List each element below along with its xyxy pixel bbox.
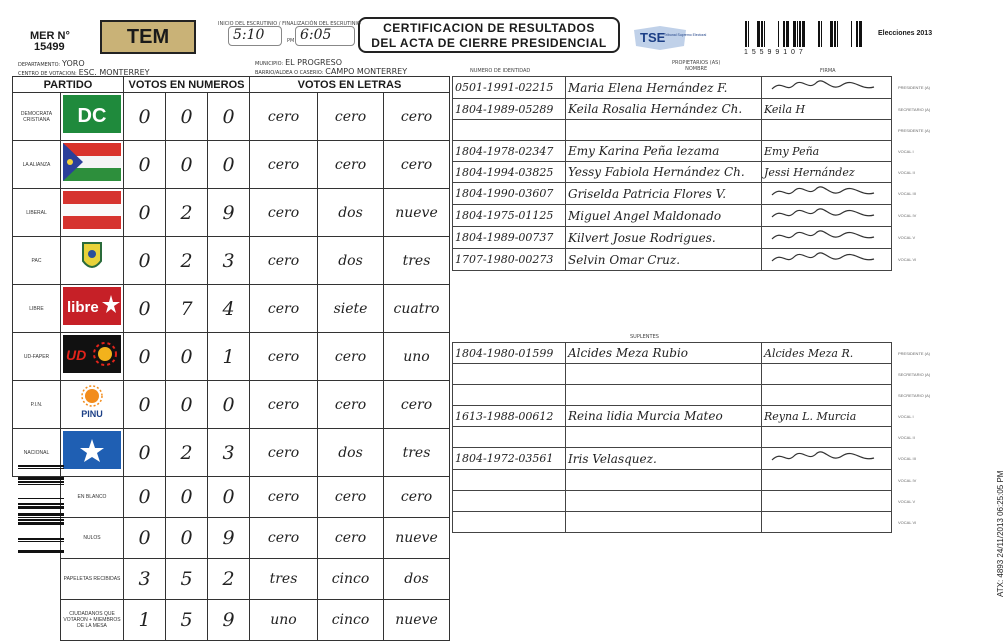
propietarios-table: [452, 76, 892, 271]
member-row: [453, 406, 892, 427]
member-name: [566, 385, 762, 406]
party-name: LIBERAL: [13, 189, 61, 237]
blank-cell: [13, 559, 61, 600]
vote-word: cero: [250, 333, 318, 381]
vote-word: cero: [250, 285, 318, 333]
member-name: [566, 491, 762, 512]
member-id: 0501-1991-02215: [453, 77, 566, 99]
member-row: [453, 99, 892, 120]
tse-text: TSE: [640, 30, 666, 45]
member-signature: [762, 77, 892, 99]
vote-word: cero: [250, 237, 318, 285]
svg-text:libre: libre: [67, 299, 99, 316]
summary-row: [13, 559, 450, 600]
vote-digit: 1: [124, 600, 166, 641]
role-label: VOCAL III: [898, 455, 916, 461]
member-name: Iris Velasquez.: [566, 448, 762, 470]
firma-header: FIRMA: [820, 68, 836, 74]
vote-digit: 3: [208, 429, 250, 477]
role-label: VOCAL III: [898, 190, 916, 196]
vote-word: nueve: [384, 518, 450, 559]
header-votos-numeros: VOTOS EN NUMEROS: [124, 77, 250, 93]
party-row: [13, 381, 450, 429]
vote-word: cero: [250, 518, 318, 559]
vote-digit: 9: [208, 518, 250, 559]
vote-digit: 0: [208, 381, 250, 429]
inicio-label: INICIO DEL ESCRUTINIO / FINALIZACIÓN DEL ESCRUTINIO: [218, 21, 361, 27]
member-signature: Jessi Hernández: [762, 162, 892, 183]
role-label: SECRETARIO (A): [898, 392, 931, 398]
member-name: [566, 120, 762, 141]
vote-word: cero: [250, 189, 318, 237]
member-row: [453, 364, 892, 385]
vote-digit: 1: [208, 333, 250, 381]
member-row: [453, 141, 892, 162]
vote-digit: 5: [166, 600, 208, 641]
departamento-value: YORO: [62, 59, 85, 68]
vote-digit: 0: [124, 477, 166, 518]
vote-digit: 0: [166, 518, 208, 559]
member-name: [566, 427, 762, 448]
party-logo-icon: [61, 429, 124, 477]
municipio-line: MUNICIPIO: EL PROGRESO: [255, 58, 343, 67]
vote-digit: 5: [166, 559, 208, 600]
party-name: DEMOCRATA CRISTIANA: [13, 93, 61, 141]
party-logo-icon: [61, 237, 124, 285]
member-id: [453, 364, 566, 385]
vote-word: dos: [318, 237, 384, 285]
member-signature: [762, 427, 892, 448]
centro-value: ESC. MONTERREY: [78, 68, 150, 77]
member-name: Keila Rosalia Hernández Ch.: [566, 99, 762, 120]
certificacion-title: [358, 17, 620, 53]
member-row: [453, 205, 892, 227]
member-id: 1707-1980-00273: [453, 249, 566, 271]
vote-word: dos: [384, 559, 450, 600]
member-row: [453, 183, 892, 205]
member-signature: [762, 385, 892, 406]
barcode-number: 1 5 5 9 9 1 0 7: [744, 49, 804, 56]
svg-text:PINU: PINU: [81, 409, 103, 419]
centro-line: CENTRO DE VOTACION: ESC. MONTERREY: [18, 68, 150, 77]
role-label: SECRETARIO (A): [898, 371, 931, 377]
member-id: 1804-1980-01599: [453, 343, 566, 364]
summary-row: [13, 518, 450, 559]
vote-digit: 0: [124, 429, 166, 477]
vote-word: cero: [384, 477, 450, 518]
member-row: [453, 227, 892, 249]
member-signature: [762, 183, 892, 205]
party-logo-icon: [61, 141, 124, 189]
member-id: 1613-1988-00612: [453, 406, 566, 427]
vote-word: siete: [318, 285, 384, 333]
role-label: VOCAL II: [898, 434, 915, 440]
vote-word: cero: [384, 141, 450, 189]
member-name: [566, 364, 762, 385]
member-signature: [762, 512, 892, 533]
municipio-value: EL PROGRESO: [285, 58, 343, 67]
member-name: Emy Karina Peña lezama: [566, 141, 762, 162]
party-row: [13, 429, 450, 477]
member-row: [453, 249, 892, 271]
party-logo-icon: [61, 381, 124, 429]
party-logo-icon: [61, 333, 124, 381]
vote-word: tres: [384, 237, 450, 285]
departamento-line: DEPARTAMENTO: YORO: [18, 59, 85, 68]
barcode-top-icon: [742, 21, 866, 47]
barrio-value: CAMPO MONTERREY: [325, 67, 408, 76]
member-id: [453, 470, 566, 491]
cert-line-2: DEL ACTA DE CIERRE PRESIDENCIAL: [371, 36, 607, 50]
side-timestamp: ATX: 4893 24/11/2013 06:25:05 PM: [996, 470, 1005, 597]
vote-word: cero: [250, 477, 318, 518]
suplentes-table: [452, 342, 892, 533]
summary-label: CIUDADANOS QUE VOTARON + MIEMBROS DE LA MESA: [61, 600, 124, 641]
vote-word: cero: [384, 381, 450, 429]
hora-inicio: 5:10: [228, 26, 282, 46]
member-name: Selvin Omar Cruz.: [566, 249, 762, 271]
header-partido: PARTIDO: [13, 77, 124, 93]
party-name: LIBRE: [13, 285, 61, 333]
member-row: [453, 77, 892, 99]
member-id: 1804-1990-03607: [453, 183, 566, 205]
vote-word: uno: [384, 333, 450, 381]
vote-digit: 2: [208, 559, 250, 600]
vote-word: cero: [250, 381, 318, 429]
party-name: PAC: [13, 237, 61, 285]
member-signature: [762, 227, 892, 249]
elecciones-logo: Elecciones 2013: [878, 30, 933, 37]
vote-digit: 0: [124, 381, 166, 429]
role-label: PRESIDENTE (A): [898, 127, 931, 133]
member-signature: [762, 120, 892, 141]
summary-row: [13, 600, 450, 641]
member-name: Reina lidia Murcia Mateo: [566, 406, 762, 427]
party-name: UD-FAPER: [13, 333, 61, 381]
vote-digit: 2: [166, 189, 208, 237]
vote-word: tres: [384, 429, 450, 477]
role-label: PRESIDENTE (A): [898, 350, 931, 356]
vote-digit: 0: [124, 141, 166, 189]
member-signature: [762, 470, 892, 491]
vote-digit: 0: [124, 93, 166, 141]
member-signature: [762, 448, 892, 470]
member-signature: [762, 249, 892, 271]
member-row: [453, 427, 892, 448]
member-row: [453, 448, 892, 470]
hora-fin: 6:05: [295, 26, 355, 46]
party-logo-icon: [61, 189, 124, 237]
member-row: [453, 512, 892, 533]
role-label: PRESIDENTE (A): [898, 84, 931, 90]
party-name: LA ALIANZA: [13, 141, 61, 189]
vote-word: cero: [250, 93, 318, 141]
vote-digit: 0: [124, 285, 166, 333]
party-row: [13, 189, 450, 237]
vote-digit: 0: [124, 189, 166, 237]
member-signature: Reyna L. Murcia: [762, 406, 892, 427]
propietarios-header: PROPIETARIOS (AS) NOMBRE: [672, 60, 721, 72]
vote-digit: 2: [166, 429, 208, 477]
party-name: NACIONAL: [13, 429, 61, 477]
member-name: [566, 512, 762, 533]
vote-digit: 0: [124, 333, 166, 381]
vote-word: cero: [318, 333, 384, 381]
member-name: Kilvert Josue Rodrigues.: [566, 227, 762, 249]
svg-text:DC: DC: [77, 105, 107, 127]
vote-digit: 0: [166, 93, 208, 141]
summary-label: NULOS: [61, 518, 124, 559]
party-row: [13, 141, 450, 189]
role-label: VOCAL I: [898, 148, 914, 154]
vote-word: cero: [318, 381, 384, 429]
party-row: [13, 333, 450, 381]
vote-word: cinco: [318, 600, 384, 641]
barrio-line: BARRIO/ALDEA O CASERIO: CAMPO MONTERREY: [255, 67, 408, 76]
vote-digit: 0: [166, 477, 208, 518]
role-label: VOCAL I: [898, 413, 914, 419]
member-name: Alcides Meza Rubio: [566, 343, 762, 364]
tse-logo: [630, 24, 707, 52]
member-signature: [762, 205, 892, 227]
member-id: [453, 385, 566, 406]
role-label: VOCAL V: [898, 498, 916, 504]
vote-digit: 2: [166, 237, 208, 285]
member-row: [453, 120, 892, 141]
member-signature: [762, 491, 892, 512]
vote-word: cero: [318, 93, 384, 141]
vote-digit: 0: [166, 333, 208, 381]
summary-label: PAPELETAS RECIBIDAS: [61, 559, 124, 600]
party-row: [13, 93, 450, 141]
numero-identidad-header: NUMERO DE IDENTIDAD: [470, 68, 531, 74]
role-label: VOCAL II: [898, 169, 915, 175]
member-name: Yessy Fabiola Hernández Ch.: [566, 162, 762, 183]
role-label: VOCAL VI: [898, 519, 917, 525]
member-row: [453, 385, 892, 406]
cert-line-1: CERTIFICACION DE RESULTADOS: [383, 21, 595, 35]
party-logo-icon: [61, 285, 124, 333]
vote-digit: 0: [124, 237, 166, 285]
vote-word: cero: [318, 477, 384, 518]
vote-word: dos: [318, 189, 384, 237]
member-row: [453, 491, 892, 512]
vote-word: dos: [318, 429, 384, 477]
member-name: Griselda Patricia Flores V.: [566, 183, 762, 205]
vote-digit: 0: [166, 381, 208, 429]
vote-digit: 0: [166, 141, 208, 189]
role-label: VOCAL IV: [898, 477, 917, 483]
party-row: [13, 237, 450, 285]
member-signature: Alcides Meza R.: [762, 343, 892, 364]
vote-digit: 0: [208, 141, 250, 189]
vote-word: cero: [318, 141, 384, 189]
member-signature: Emy Peña: [762, 141, 892, 162]
member-signature: Keila H: [762, 99, 892, 120]
vote-digit: 3: [208, 237, 250, 285]
member-row: [453, 162, 892, 183]
vote-word: nueve: [384, 600, 450, 641]
am-pm-label: PM: [287, 38, 295, 44]
vote-digit: 9: [208, 189, 250, 237]
vote-word: cero: [250, 141, 318, 189]
vote-word: cinco: [318, 559, 384, 600]
member-id: 1804-1989-00737: [453, 227, 566, 249]
vote-digit: 4: [208, 285, 250, 333]
suplentes-header: SUPLENTES: [630, 334, 659, 340]
vote-word: cero: [250, 429, 318, 477]
barcode-left-icon: [18, 462, 64, 554]
vote-digit: 7: [166, 285, 208, 333]
vote-digit: 0: [208, 93, 250, 141]
vote-digit: 3: [124, 559, 166, 600]
member-id: [453, 120, 566, 141]
party-logo-icon: [61, 93, 124, 141]
vote-digit: 0: [124, 518, 166, 559]
mer-number: 15499: [34, 41, 65, 53]
party-row: [13, 285, 450, 333]
member-name: Miguel Angel Maldonado: [566, 205, 762, 227]
member-id: 1804-1994-03825: [453, 162, 566, 183]
member-id: 1804-1978-02347: [453, 141, 566, 162]
role-label: SECRETARIO (A): [898, 106, 931, 112]
tse-sub-text: Tribunal Supremo Electoral: [664, 33, 707, 37]
member-id: [453, 491, 566, 512]
role-label: VOCAL IV: [898, 212, 917, 218]
member-id: [453, 512, 566, 533]
role-label: VOCAL V: [898, 234, 916, 240]
vote-digit: 0: [208, 477, 250, 518]
member-id: [453, 427, 566, 448]
member-id: 1804-1989-05289: [453, 99, 566, 120]
summary-label: EN BLANCO: [61, 477, 124, 518]
header-votos-letras: VOTOS EN LETRAS: [250, 77, 450, 93]
member-name: Maria Elena Hernández F.: [566, 77, 762, 99]
vote-word: cuatro: [384, 285, 450, 333]
vote-word: uno: [250, 600, 318, 641]
summary-row: [13, 477, 450, 518]
vote-word: tres: [250, 559, 318, 600]
blank-cell: [13, 600, 61, 641]
vote-word: nueve: [384, 189, 450, 237]
vote-digit: 9: [208, 600, 250, 641]
votes-table: [12, 76, 450, 641]
vote-word: cero: [384, 93, 450, 141]
role-label: VOCAL VI: [898, 256, 917, 262]
member-id: 1804-1972-03561: [453, 448, 566, 470]
member-row: [453, 343, 892, 364]
tem-box: TEM: [100, 20, 196, 54]
mer-label: MER N°: [30, 30, 70, 42]
member-id: 1804-1975-01125: [453, 205, 566, 227]
party-name: P.I.N.: [13, 381, 61, 429]
member-row: [453, 470, 892, 491]
member-name: [566, 470, 762, 491]
member-signature: [762, 364, 892, 385]
vote-word: cero: [318, 518, 384, 559]
svg-text:UD: UD: [66, 347, 87, 363]
